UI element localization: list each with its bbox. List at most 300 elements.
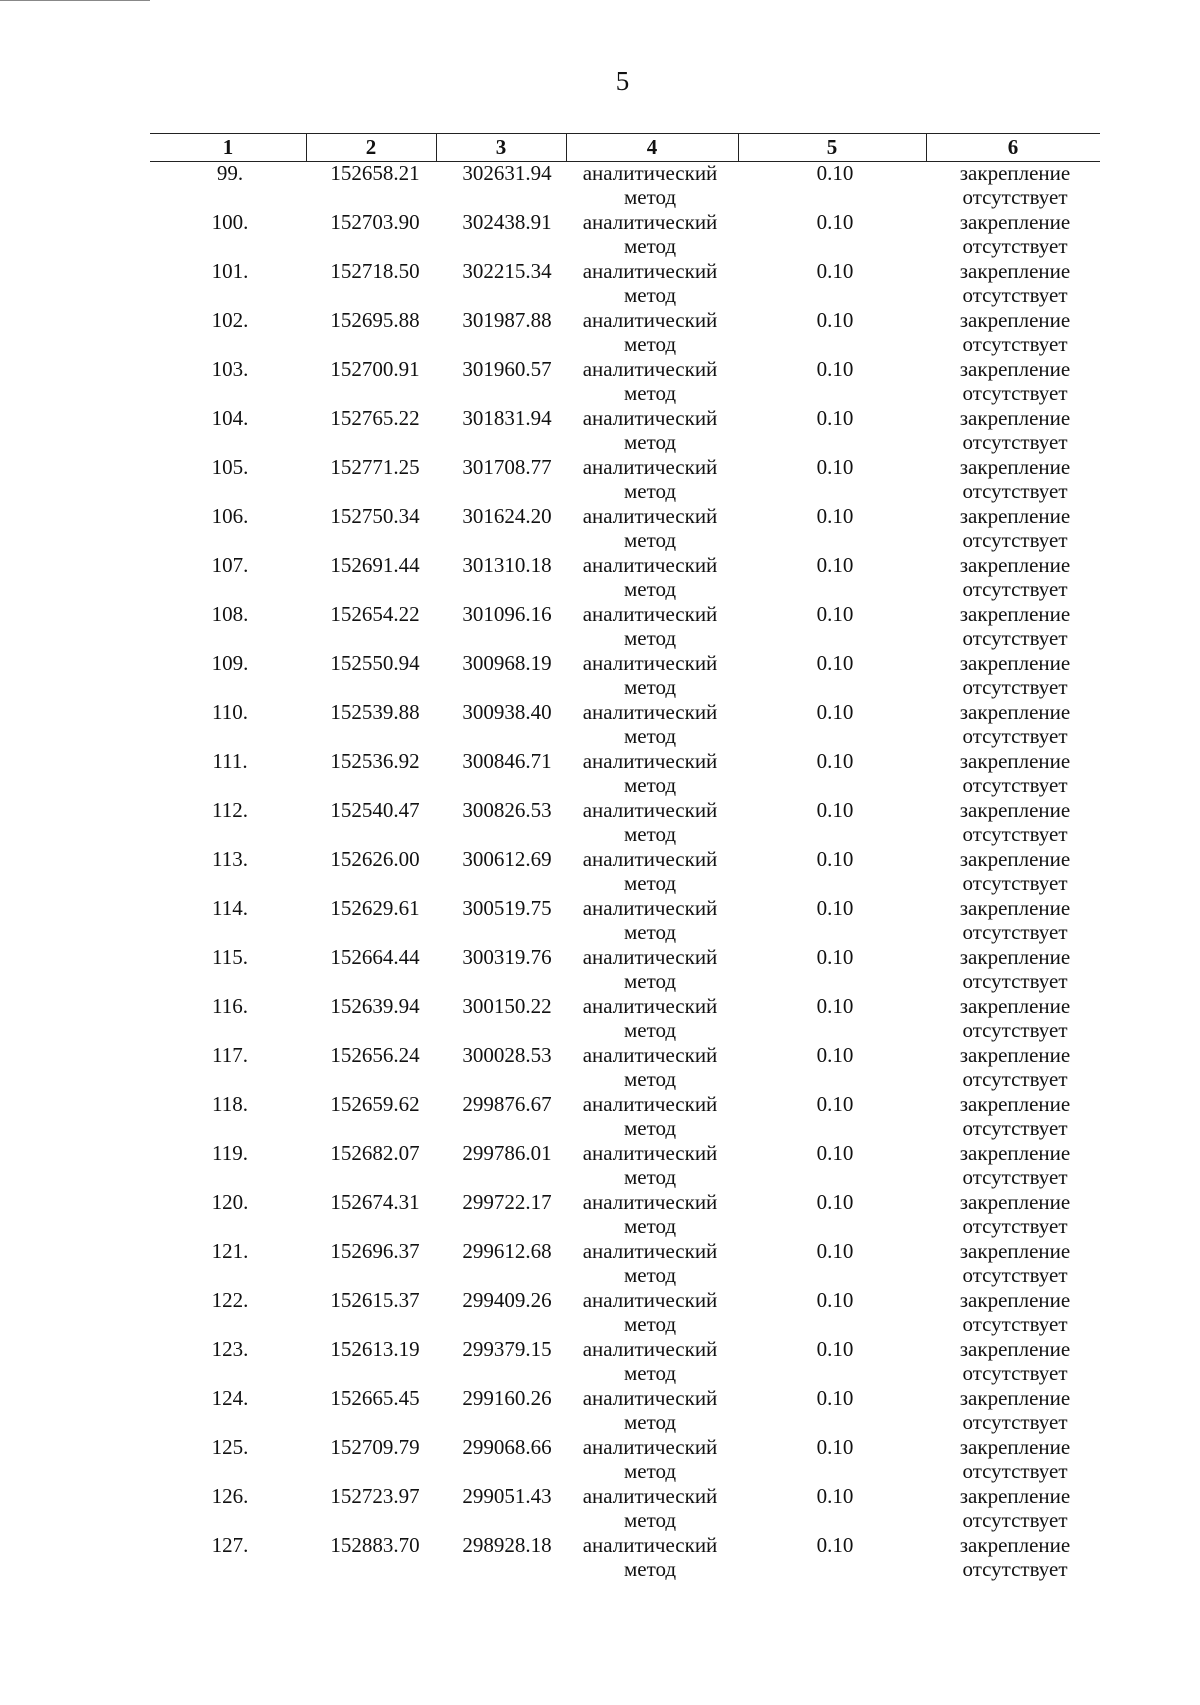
row-number-cell: 119. [212,1141,248,1165]
coord-y-cell: 300826.53 [462,798,552,822]
method-cell [560,945,740,993]
fixing-line: закрепление [959,1092,1071,1116]
accuracy-cell: 0.10 [816,1386,854,1410]
method-cell [560,700,740,748]
method-line: аналитический [582,1239,718,1263]
coord-y-cell: 300968.19 [462,651,552,675]
coord-x-cell: 152691.44 [330,553,420,577]
fixing-line: отсутствует [962,969,1068,993]
fixing-cell [935,1092,1095,1140]
method-line: метод [623,773,677,797]
table-row [0,308,1200,357]
row-number-cell: 113. [212,847,248,871]
method-line: аналитический [582,308,718,332]
method-cell [560,896,740,944]
row-number-cell: 104. [211,406,249,430]
fixing-cell [935,406,1095,454]
fixing-line: закрепление [959,1288,1071,1312]
fixing-cell [935,994,1095,1042]
row-number-cell: 121. [211,1239,249,1263]
table-row [0,847,1200,896]
fixing-line: закрепление [959,847,1071,871]
table-row [0,798,1200,847]
coord-x-cell: 152718.50 [330,259,420,283]
fixing-cell [935,1190,1095,1238]
method-line: метод [623,969,677,993]
coord-x-cell: 152540.47 [330,798,420,822]
row-number-cell: 114. [212,896,248,920]
fixing-line: отсутствует [962,283,1068,307]
row-number-cell: 117. [212,1043,248,1067]
fixing-cell [935,1141,1095,1189]
table-row [0,651,1200,700]
fixing-line: отсутствует [962,332,1068,356]
method-cell [560,1043,740,1091]
fixing-line: закрепление [959,553,1071,577]
table-row [0,357,1200,406]
fixing-line: отсутствует [962,1557,1068,1581]
table-row [0,945,1200,994]
accuracy-cell: 0.10 [816,504,854,528]
method-line: аналитический [582,1484,718,1508]
method-line: аналитический [582,602,718,626]
coord-y-cell: 298928.18 [462,1533,552,1557]
fixing-cell [935,1484,1095,1532]
fixing-cell [935,945,1095,993]
table-row [0,1435,1200,1484]
method-line: метод [623,1312,677,1336]
table-body [0,161,1200,1582]
method-cell [560,553,740,601]
coord-y-cell: 301960.57 [462,357,552,381]
fixing-cell [935,161,1095,209]
accuracy-cell: 0.10 [816,406,854,430]
method-line: метод [623,675,677,699]
coord-y-cell: 302438.91 [462,210,552,234]
coord-x-cell: 152709.79 [330,1435,420,1459]
coord-y-cell: 300319.76 [462,945,552,969]
table-row [0,896,1200,945]
accuracy-cell: 0.10 [816,1190,854,1214]
method-cell [560,308,740,356]
method-cell [560,1533,740,1581]
row-number-cell: 110. [212,700,248,724]
fixing-line: отсутствует [962,920,1068,944]
fixing-line: отсутствует [962,1410,1068,1434]
method-line: метод [623,724,677,748]
method-line: метод [623,234,677,258]
accuracy-cell: 0.10 [816,1337,854,1361]
coord-x-cell: 152771.25 [330,455,420,479]
coord-y-cell: 302631.94 [462,161,552,185]
method-line: аналитический [582,896,718,920]
fixing-cell [935,504,1095,552]
method-line: метод [623,1557,677,1581]
method-line: метод [623,1116,677,1140]
fixing-line: закрепление [959,308,1071,332]
fixing-cell [935,896,1095,944]
method-cell [560,651,740,699]
coord-x-cell: 152639.94 [330,994,420,1018]
table-row [0,1288,1200,1337]
fixing-line: закрепление [959,945,1071,969]
method-cell [560,749,740,797]
accuracy-cell: 0.10 [816,553,854,577]
fixing-line: отсутствует [962,822,1068,846]
row-number-cell: 106. [211,504,249,528]
coord-y-cell: 300612.69 [462,847,552,871]
method-line: аналитический [582,1435,718,1459]
row-number-cell: 125. [211,1435,249,1459]
fixing-cell [935,553,1095,601]
row-number-cell: 116. [212,994,248,1018]
fixing-line: закрепление [959,602,1071,626]
method-line: аналитический [582,210,718,234]
method-line: аналитический [582,700,718,724]
method-line: метод [623,430,677,454]
table-row [0,1239,1200,1288]
fixing-cell [935,1386,1095,1434]
method-line: аналитический [582,504,718,528]
fixing-cell [935,651,1095,699]
method-cell [560,1092,740,1140]
coord-y-cell: 299409.26 [462,1288,552,1312]
coord-x-cell: 152659.62 [330,1092,420,1116]
table-row [0,553,1200,602]
coord-y-cell: 301831.94 [462,406,552,430]
fixing-line: отсутствует [962,1165,1068,1189]
fixing-line: отсутствует [962,1018,1068,1042]
fixing-cell [935,602,1095,650]
coord-x-cell: 152664.44 [330,945,420,969]
method-line: метод [623,1018,677,1042]
accuracy-cell: 0.10 [816,847,854,871]
table-row [0,259,1200,308]
method-line: аналитический [582,357,718,381]
method-line: метод [623,1263,677,1287]
table-row [0,210,1200,259]
method-line: аналитический [582,994,718,1018]
fixing-cell [935,259,1095,307]
row-number-cell: 102. [211,308,249,332]
fixing-line: отсутствует [962,724,1068,748]
fixing-line: закрепление [959,1190,1071,1214]
method-line: метод [623,1361,677,1385]
accuracy-cell: 0.10 [816,1043,854,1067]
coord-y-cell: 301708.77 [462,455,552,479]
fixing-cell [935,798,1095,846]
fixing-line: закрепление [959,1435,1071,1459]
coord-y-cell: 299786.01 [462,1141,552,1165]
fixing-line: отсутствует [962,1214,1068,1238]
coord-y-cell: 302215.34 [462,259,552,283]
fixing-line: закрепление [959,161,1071,185]
accuracy-cell: 0.10 [816,896,854,920]
coord-x-cell: 152654.22 [330,602,420,626]
method-cell [560,357,740,405]
coord-y-cell: 301096.16 [462,602,552,626]
coord-y-cell: 299160.26 [462,1386,552,1410]
method-cell [560,1337,740,1385]
method-line: метод [623,871,677,895]
fixing-cell [935,1337,1095,1385]
header-col-1: 1 [222,135,234,159]
method-line: аналитический [582,406,718,430]
coord-x-cell: 152550.94 [330,651,420,675]
coord-y-cell: 300150.22 [462,994,552,1018]
method-line: метод [623,381,677,405]
fixing-line: закрепление [959,357,1071,381]
method-line: метод [623,1508,677,1532]
method-line: метод [623,332,677,356]
fixing-line: закрепление [959,1043,1071,1067]
coord-x-cell: 152674.31 [330,1190,420,1214]
coord-x-cell: 152656.24 [330,1043,420,1067]
coord-y-cell: 300846.71 [462,749,552,773]
row-number-cell: 123. [211,1337,249,1361]
row-number-cell: 100. [211,210,249,234]
method-cell [560,1141,740,1189]
fixing-cell [935,1239,1095,1287]
fixing-line: закрепление [959,455,1071,479]
method-line: аналитический [582,161,718,185]
row-number-cell: 109. [211,651,249,675]
method-line: метод [623,1410,677,1434]
coord-x-cell: 152703.90 [330,210,420,234]
page-number: 5 [615,66,630,96]
coord-y-cell: 301987.88 [462,308,552,332]
accuracy-cell: 0.10 [816,1239,854,1263]
coord-x-cell: 152658.21 [330,161,420,185]
accuracy-cell: 0.10 [816,945,854,969]
fixing-line: закрепление [959,1386,1071,1410]
fixing-line: отсутствует [962,577,1068,601]
accuracy-cell: 0.10 [816,1435,854,1459]
row-number-cell: 111. [212,749,248,773]
row-number-cell: 108. [211,602,249,626]
table-row [0,602,1200,651]
fixing-line: закрепление [959,504,1071,528]
method-cell [560,455,740,503]
method-line: аналитический [582,553,718,577]
accuracy-cell: 0.10 [816,308,854,332]
table-row [0,1484,1200,1533]
coord-x-cell: 152539.88 [330,700,420,724]
accuracy-cell: 0.10 [816,1484,854,1508]
fixing-line: отсутствует [962,626,1068,650]
method-cell [560,406,740,454]
row-number-cell: 124. [211,1386,249,1410]
coord-x-cell: 152665.45 [330,1386,420,1410]
accuracy-cell: 0.10 [816,602,854,626]
table-row [0,1533,1200,1582]
table-row [0,749,1200,798]
row-number-cell: 118. [212,1092,248,1116]
coord-x-cell: 152615.37 [330,1288,420,1312]
method-line: аналитический [582,1190,718,1214]
fixing-cell [935,1435,1095,1483]
method-line: аналитический [582,1043,718,1067]
accuracy-cell: 0.10 [816,1141,854,1165]
header-col-6: 6 [1007,135,1019,159]
method-line: метод [623,283,677,307]
accuracy-cell: 0.10 [816,1288,854,1312]
method-line: метод [623,920,677,944]
coord-x-cell: 152765.22 [330,406,420,430]
fixing-line: отсутствует [962,1263,1068,1287]
accuracy-cell: 0.10 [816,161,854,185]
scan-edge-line [0,0,150,1]
fixing-cell [935,308,1095,356]
fixing-cell [935,1533,1095,1581]
fixing-line: отсутствует [962,479,1068,503]
method-line: аналитический [582,1141,718,1165]
coord-x-cell: 152700.91 [330,357,420,381]
method-cell [560,1484,740,1532]
coord-x-cell: 152682.07 [330,1141,420,1165]
row-number-cell: 101. [211,259,249,283]
header-top-rule [150,133,1100,134]
accuracy-cell: 0.10 [816,798,854,822]
header-col-3: 3 [495,135,507,159]
accuracy-cell: 0.10 [816,700,854,724]
fixing-line: отсутствует [962,675,1068,699]
method-line: метод [623,528,677,552]
method-line: метод [623,1214,677,1238]
method-cell [560,161,740,209]
method-line: аналитический [582,749,718,773]
fixing-line: закрепление [959,896,1071,920]
fixing-line: закрепление [959,749,1071,773]
fixing-line: отсутствует [962,185,1068,209]
coord-y-cell: 299612.68 [462,1239,552,1263]
fixing-line: отсутствует [962,528,1068,552]
method-cell [560,798,740,846]
coord-y-cell: 300938.40 [462,700,552,724]
fixing-cell [935,357,1095,405]
method-line: метод [623,479,677,503]
table-row [0,406,1200,455]
coord-y-cell: 300028.53 [462,1043,552,1067]
fixing-line: закрепление [959,798,1071,822]
table-row [0,1190,1200,1239]
table-row [0,161,1200,210]
header-col-2: 2 [365,135,377,159]
accuracy-cell: 0.10 [816,1092,854,1116]
fixing-line: отсутствует [962,871,1068,895]
coord-y-cell: 301624.20 [462,504,552,528]
coord-x-cell: 152613.19 [330,1337,420,1361]
method-cell [560,1386,740,1434]
row-number-cell: 126. [211,1484,249,1508]
method-line: аналитический [582,1092,718,1116]
method-line: аналитический [582,455,718,479]
fixing-line: отсутствует [962,1361,1068,1385]
coord-x-cell: 152629.61 [330,896,420,920]
table-row [0,1092,1200,1141]
coord-x-cell: 152696.37 [330,1239,420,1263]
method-line: метод [623,626,677,650]
fixing-cell [935,749,1095,797]
coord-y-cell: 299876.67 [462,1092,552,1116]
fixing-line: отсутствует [962,1067,1068,1091]
coord-x-cell: 152536.92 [330,749,420,773]
coord-y-cell: 299379.15 [462,1337,552,1361]
method-cell [560,504,740,552]
table-row [0,1337,1200,1386]
row-number-cell: 105. [211,455,249,479]
method-line: метод [623,185,677,209]
fixing-line: закрепление [959,700,1071,724]
accuracy-cell: 0.10 [816,749,854,773]
coord-x-cell: 152883.70 [330,1533,420,1557]
accuracy-cell: 0.10 [816,651,854,675]
fixing-line: отсутствует [962,1116,1068,1140]
table-row [0,504,1200,553]
fixing-line: отсутствует [962,1508,1068,1532]
method-line: метод [623,1459,677,1483]
method-line: аналитический [582,1533,718,1557]
method-line: аналитический [582,1337,718,1361]
header-col-4: 4 [646,135,658,159]
row-number-cell: 115. [212,945,248,969]
row-number-cell: 103. [211,357,249,381]
fixing-cell [935,700,1095,748]
table-row [0,1386,1200,1435]
method-line: аналитический [582,1386,718,1410]
coord-x-cell: 152695.88 [330,308,420,332]
method-line: аналитический [582,651,718,675]
method-line: аналитический [582,1288,718,1312]
method-line: аналитический [582,259,718,283]
accuracy-cell: 0.10 [816,1533,854,1557]
coord-y-cell: 299051.43 [462,1484,552,1508]
table-row [0,700,1200,749]
method-cell [560,994,740,1042]
accuracy-cell: 0.10 [816,259,854,283]
method-cell [560,1190,740,1238]
method-line: аналитический [582,798,718,822]
fixing-cell [935,847,1095,895]
fixing-line: отсутствует [962,773,1068,797]
fixing-line: закрепление [959,1533,1071,1557]
method-line: метод [623,1165,677,1189]
method-line: метод [623,577,677,601]
coord-x-cell: 152750.34 [330,504,420,528]
method-cell [560,602,740,650]
table-row [0,1043,1200,1092]
fixing-line: закрепление [959,1337,1071,1361]
coord-y-cell: 299722.17 [462,1190,552,1214]
header-col-5: 5 [826,135,838,159]
table-row [0,455,1200,504]
accuracy-cell: 0.10 [816,455,854,479]
fixing-line: закрепление [959,1141,1071,1165]
row-number-cell: 107. [211,553,249,577]
fixing-line: закрепление [959,651,1071,675]
method-line: метод [623,1067,677,1091]
accuracy-cell: 0.10 [816,210,854,234]
method-cell [560,259,740,307]
row-number-cell: 112. [212,798,248,822]
method-cell [560,210,740,258]
table-row [0,1141,1200,1190]
fixing-line: закрепление [959,1239,1071,1263]
fixing-line: закрепление [959,210,1071,234]
method-line: метод [623,822,677,846]
row-number-cell: 120. [211,1190,249,1214]
row-number-cell: 127. [211,1533,249,1557]
